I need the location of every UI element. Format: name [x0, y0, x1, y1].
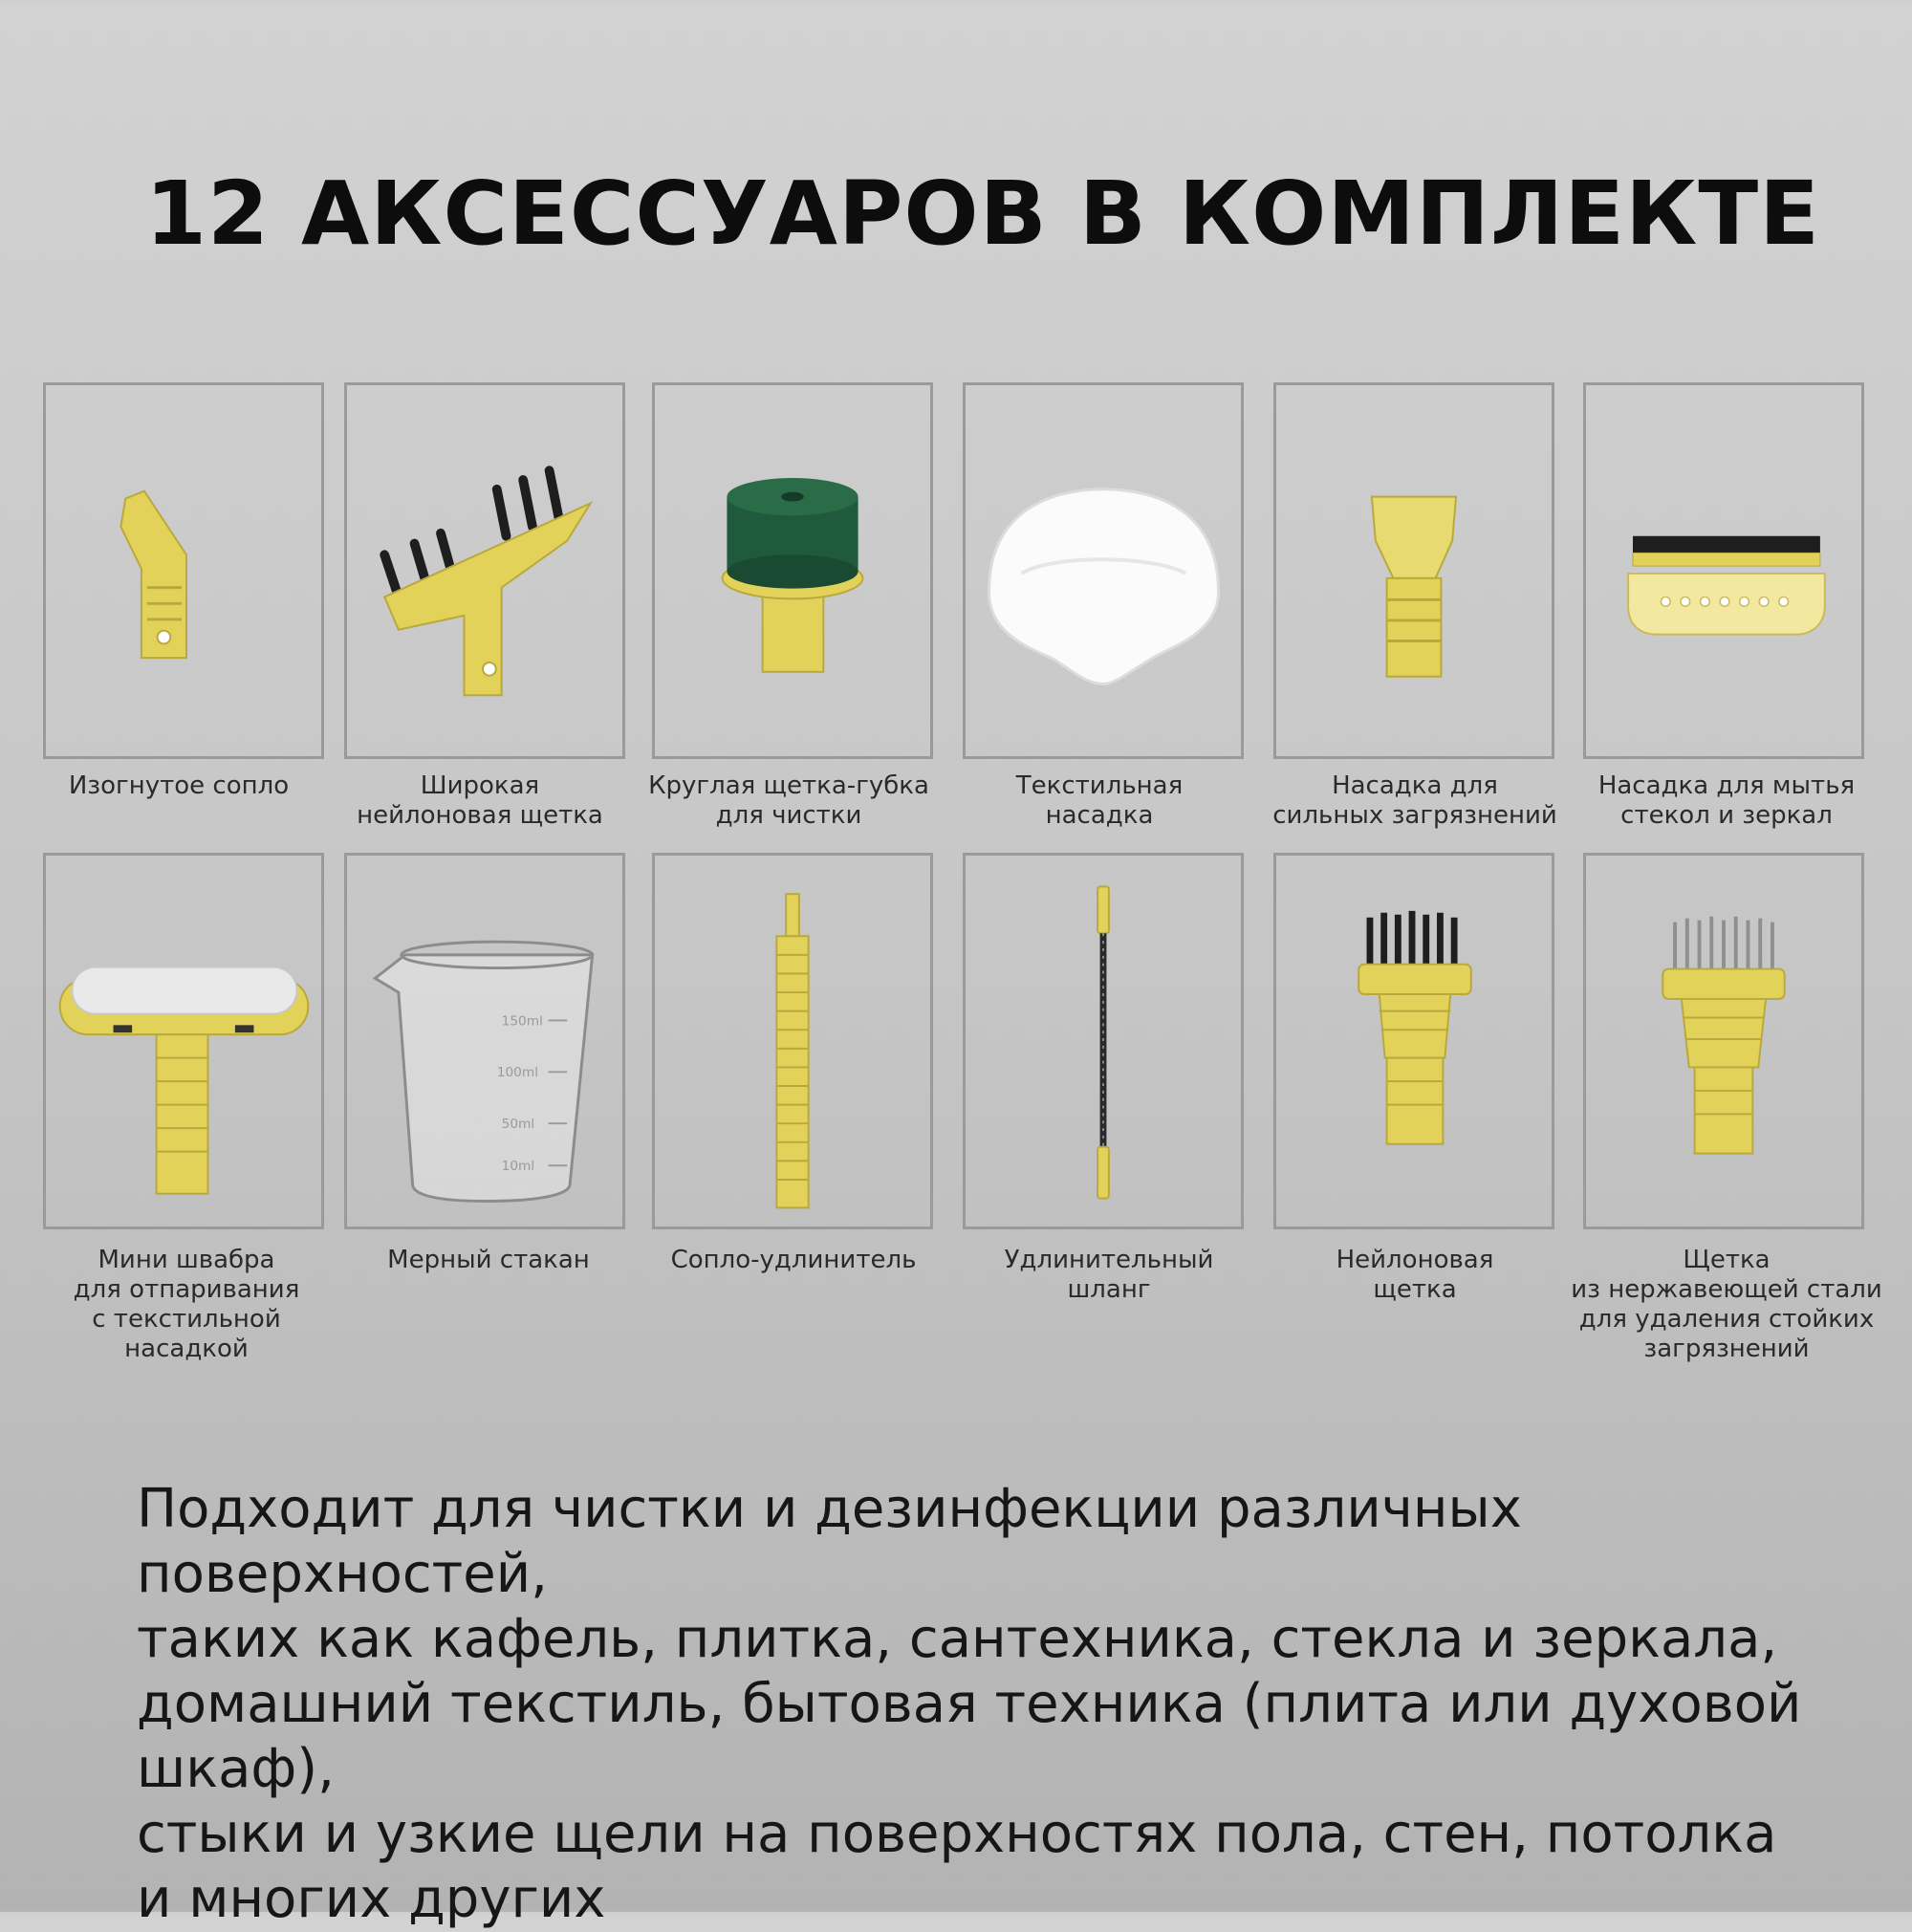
accessory-caption: Изогнутое сопло	[68, 771, 290, 800]
accessory-tile	[1583, 853, 1864, 1229]
mini-mop-icon	[46, 856, 321, 1226]
accessory-caption: Сопло-удлинитель	[670, 1246, 917, 1274]
accessory-tile	[43, 382, 324, 759]
extension-nozzle-icon	[655, 856, 930, 1226]
accessory-caption: Насадка для мытья стекол и зеркал	[1597, 771, 1856, 830]
description-text: Подходит для чистки и дезинфекции различных поверхностей, таких как кафель, плитка, сантехника, стекла и зеркала, домашний текстиль, бытовая техника (плита или духовой шкаф), стыки и узкие щели на поверхностях пола, стен, потолка и многих других	[137, 1478, 1802, 1930]
accessory-tile	[963, 382, 1244, 759]
accessory-tile	[652, 382, 933, 759]
accessory-tile	[1273, 382, 1554, 759]
curved-nozzle-icon	[46, 385, 321, 756]
accessory-caption: Удлинительный шланг	[1004, 1246, 1214, 1304]
accessory-tile	[344, 853, 625, 1229]
window-squeegee-icon	[1586, 385, 1861, 756]
accessory-tile	[344, 382, 625, 759]
cup-mark-10: 10ml	[501, 1159, 535, 1175]
accessory-caption: Щетка из нержавеющей стали для удаления стойких загрязнений	[1571, 1246, 1882, 1363]
accessory-tile	[1583, 382, 1864, 759]
accessory-tile	[963, 853, 1244, 1229]
accessory-caption: Текстильная насадка	[1015, 771, 1184, 830]
accessory-tile	[652, 853, 933, 1229]
accessory-caption: Круглая щетка-губка для чистки	[648, 771, 929, 830]
cup-mark-50: 50ml	[501, 1117, 535, 1133]
accessory-caption: Насадка для сильных загрязнений	[1272, 771, 1557, 830]
page-title: 12 АКСЕССУАРОВ В КОМПЛЕКТЕ	[145, 163, 1820, 265]
wide-nylon-brush-icon	[347, 385, 622, 756]
cup-mark-100: 100ml	[496, 1065, 539, 1081]
nylon-brush-icon	[1276, 856, 1552, 1226]
heavy-dirt-nozzle-icon	[1276, 385, 1552, 756]
extension-hose-icon	[966, 856, 1241, 1226]
cup-mark-150: 150ml	[501, 1013, 543, 1030]
measuring-cup-icon	[347, 856, 622, 1226]
textile-cover-icon	[966, 385, 1241, 756]
accessory-tile	[1273, 853, 1554, 1229]
accessory-caption: Нейлоновая щетка	[1336, 1246, 1494, 1304]
accessory-tile	[43, 853, 324, 1229]
accessory-caption: Мерный стакан	[387, 1246, 590, 1274]
accessory-caption: Широкая нейлоновая щетка	[357, 771, 603, 830]
accessory-caption: Мини швабра для отпаривания с текстильной насадкой	[73, 1246, 300, 1363]
round-sponge-brush-icon	[655, 385, 930, 756]
steel-brush-icon	[1586, 856, 1861, 1226]
